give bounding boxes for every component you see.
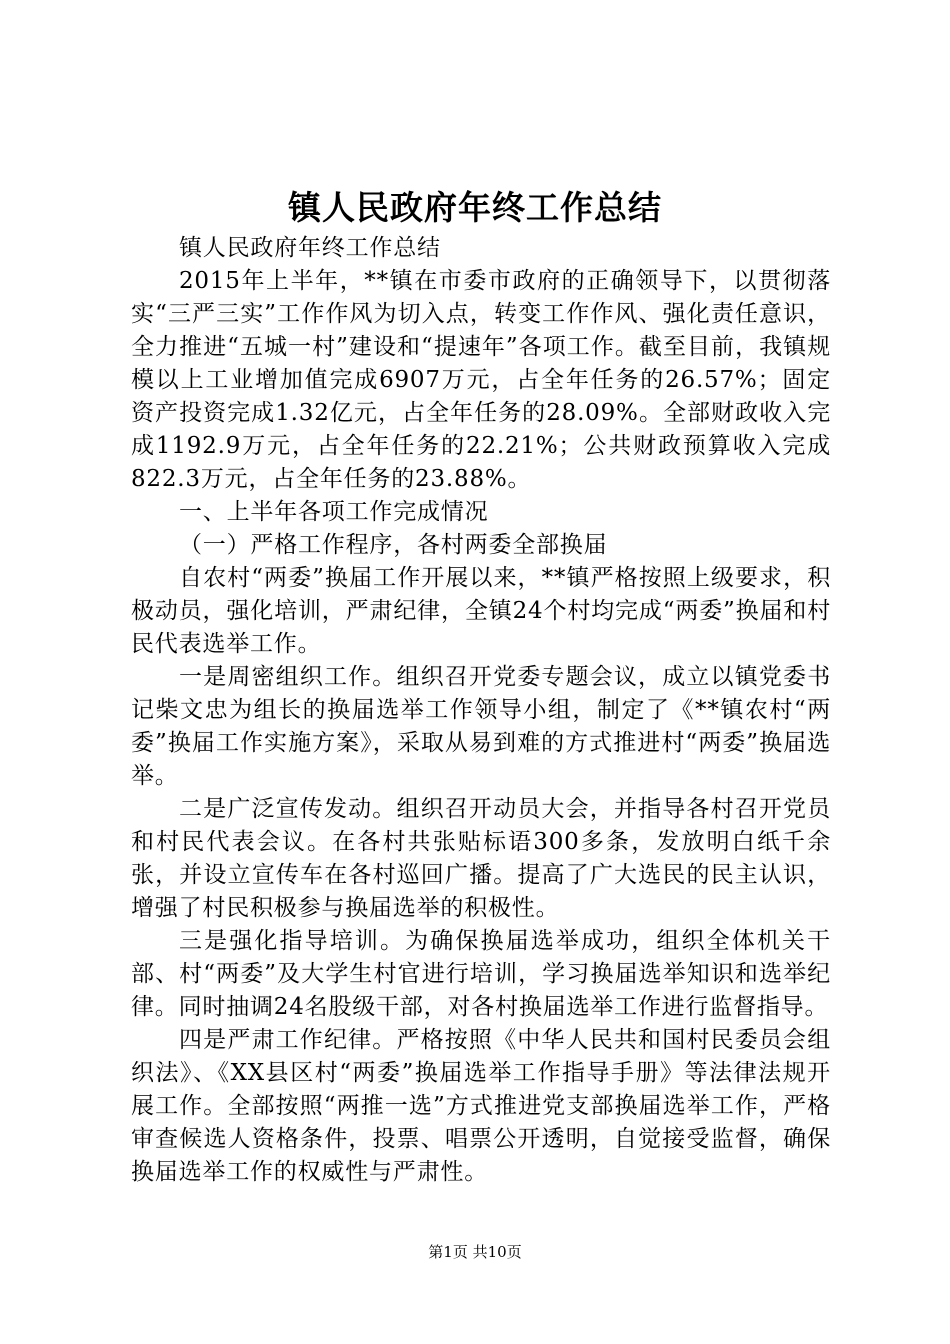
paragraph-point-4: 四是严肃工作纪律。严格按照《中华人民共和国村民委员会组织法》、《XX县区村“两委”换届选举工作指导手册》等法律法规开展工作。全部按照“两推一选”方式推进党支部换届选举工作，严格审查候选人资格条件，投票、唱票公开透明，自觉接受监督，确保换届选举工作的权威性与严肃性。 [131,1027,831,1185]
paragraph-point-1: 一是周密组织工作。组织召开党委专题会议，成立以镇党委书记柴文忠为组长的换届选举工作领导小组，制定了《**镇农村“两委”换届工作实施方案》，采取从易到难的方式推进村“两委”换届选举。 [131,664,831,789]
paragraph-heading-repeat: 镇人民政府年终工作总结 [179,235,441,261]
paragraph-point-2: 二是广泛宣传发动。组织召开动员大会，并指导各村召开党员和村民代表会议。在各村共张贴标语300多条，发放明白纸千余张，并设立宣传车在各村巡回广播。提高了广大选民的民主认识，增强了村民积极参与换届选举的积极性。 [131,796,831,921]
paragraph-point-3: 三是强化指导培训。为确保换届选举成功，组织全体机关干部、村“两委”及大学生村官进行培训，学习换届选举知识和选举纪律。同时抽调24名股级干部，对各村换届选举工作进行监督指导。 [131,928,831,1020]
paragraph-intro: 2015年上半年，**镇在市委市政府的正确领导下，以贯彻落实“三严三实”工作作风为切入点，转变工作作风、强化责任意识，全力推进“五城一村”建设和“提速年”各项工作。截至目前，我镇规模以上工业增加值完成6907万元，占全年任务的26.57%；固定资产投资完成1.32亿元，占全年任务的28.09%。全部财政收入完成1192.9万元，占全年任务的22.21%；公共财政预算收入完成822.3万元，占全年任务的23.88%。 [131,268,831,492]
document-body [131,232,831,1189]
subsection-heading: （一）严格工作程序，各村两委全部换届 [179,532,608,558]
page-number: 第1页 共10页 [428,1243,522,1261]
section-heading: 一、上半年各项工作完成情况 [179,499,489,525]
document-title: 镇人民政府年终工作总结 [288,188,662,227]
paragraph-overview: 自农村“两委”换届工作开展以来，**镇严格按照上级要求，积极动员，强化培训，严肃纪律，全镇24个村均完成“两委”换届和村民代表选举工作。 [131,565,831,657]
